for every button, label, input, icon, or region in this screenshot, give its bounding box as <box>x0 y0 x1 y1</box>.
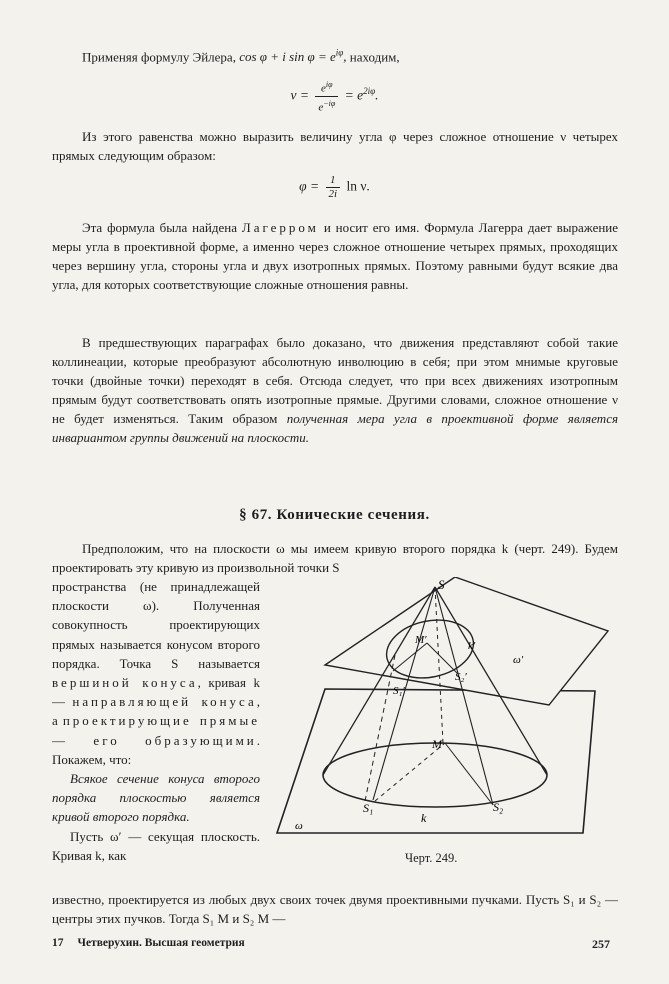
line-s1-m <box>375 743 445 801</box>
label-omega-prime: ω′ <box>513 654 524 666</box>
formula-phi <box>0 174 669 201</box>
label-m: M <box>432 737 442 751</box>
paragraph-supposition: Предположим, что на плоскости ω мы имеем кривую второго порядка k (черт. 249). Будем проектировать эту кривую из произвольной точки S <box>52 541 618 575</box>
formula-phi-lhs: φ = <box>299 178 320 194</box>
paragraph-laguerre: Эта формула была найдена Лагерром и носит его имя. Формула Лагерра дает выражение меры угла в проективной форме, а именно через сложное отношение четырех прямых, проходящих через вершину угла, стороны угла и двух изотропных прямых. Поэтому равными будут всякие два угла, для которых соответствующие сложные отношения равны. <box>52 220 619 292</box>
formula-phi-rhs: ln ν. <box>346 178 370 194</box>
section-heading: § 67. Конические сечения. <box>239 507 430 523</box>
text-invariant-statement: полученная мера угла в проективной форме является инвариантом группы движений на плоскости. <box>52 411 619 445</box>
figure-caption: Черт. 249. <box>405 851 458 865</box>
label-s1: S₁ <box>363 801 374 815</box>
paragraph-euler <box>52 44 618 66</box>
label-omega: ω <box>295 820 303 832</box>
formula-euler: cos φ + i $\sin \varphi = e^{i\varphi}$, <box>239 48 347 65</box>
plane-omega <box>277 689 595 833</box>
paragraph-cone-definition: пространства (не принадлежащей плоскости ω). Полученная совокупность проектирующих прямых называется конусом второго порядка. Точка S называется вершиной конуса, кривая k — направляющей конуса, а проектирующие прямые — его образующими. Покажем, что: Всякое сечение конуса второго порядка плоскостью является кривой второго порядка. Пусть ω′ — секущая плоскость. Кривая k, как <box>52 579 261 863</box>
label-k: k <box>421 811 427 825</box>
paragraph-motions: В предшествующих параграфах было доказано, что движения представляют собой такие коллинеации, которые преобразуют абсолютную инволюцию в себя; при этом мнимые круговые точки (двойные точки) переходят в себя. Отсюда следует, что при всех движениях изотропным прямым будут соответствовать опять изотропные прямые. Другими словами, сложное отношение ν не будет изменяться. Таким образом полученная мера угла в проективной форме является инвариантом группы движений на плоскости. <box>52 335 619 445</box>
formula-nu-fraction: $\frac{e^{i\varphi}}{e^{-i\varphi}}$ <box>315 78 338 114</box>
label-s2-prime: S₂′ <box>455 671 467 683</box>
name-laguerre: Лагерром <box>241 220 319 235</box>
formula-nu: ν = $\frac{e^{i\varphi}}{e^{-i\varphi}}$ = $e^{2i\varphi}$. <box>290 80 379 114</box>
label-s: S <box>438 577 445 592</box>
page-number: 257 <box>592 937 610 951</box>
term-generators: проектирующие прямые — его образующими <box>52 713 260 748</box>
label-k-prime: k′ <box>468 640 476 652</box>
label-m-prime: M′ <box>415 634 427 646</box>
text-euler-tail: находим, <box>349 49 400 65</box>
figure-cone-section <box>265 577 615 847</box>
term-vertex: вершиной конуса <box>52 675 198 691</box>
line-m-s2 <box>445 743 493 805</box>
theorem-statement: Всякое сечение конуса второго порядка плоскостью является кривой второго порядка. <box>52 771 260 825</box>
formula-nu-rhs: = e <box>344 87 364 103</box>
paragraph-angle-expression: Из этого равенства можно выразить величину угла φ через сложное отношение ν четырех прямых следующим образом: <box>52 129 618 163</box>
formula-nu-lhs: ν = <box>290 87 309 103</box>
text-euler-intro: Применяя формулу Эйлера, <box>82 49 236 65</box>
paragraph-projective-pencils: известно, проектируется из любых двух своих точек двумя проективными пучками. Пусть S₁ и S₂ — центры этих пучков. Тогда S₁ M и S₂ M — <box>52 892 618 926</box>
line-s1-dashed <box>365 655 395 801</box>
term-directrix: направляющей конуса <box>72 694 257 710</box>
label-s2: S₂ <box>493 800 504 814</box>
footer-signature: 17 Четверухин. Высшая геометрия <box>52 937 245 949</box>
formula-phi-fraction: $\frac{1}{2i}$ <box>326 174 341 201</box>
curve-k <box>323 743 547 807</box>
label-s1-prime: S₁′ <box>393 685 405 697</box>
